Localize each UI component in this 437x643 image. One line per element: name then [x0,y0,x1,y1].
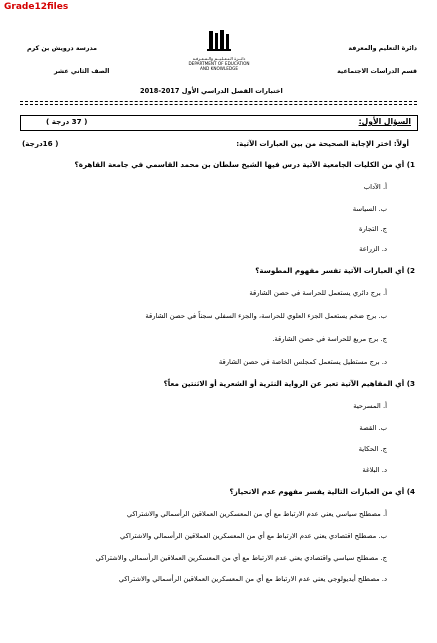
department-name: دائرة التعليم والمعرفة [348,45,417,52]
section-department: قسم الدراسات الاجتماعية [337,68,417,75]
q4-option-c: ج. مصطلح سياسي واقتصادي يعني عدم الارتباط مع أي من المعسكرين العملاقين الرأسمالي والاشتراكي [95,554,387,562]
exam-title: اختبارات الفصل الدراسي الأول 2017-2018 [140,87,283,95]
part-one-instruction: أولاً: اختر الإجابة الصحيحة من بين العبارات الآتية: [236,139,409,148]
department-logo [186,30,252,80]
question-text: أي من الكليات الجامعية الآتية درس فيها الشيخ سلطان بن محمد القاسمي في جامعة القاهرة؟ [74,160,405,169]
logo-english-line2: AND KNOWLEDGE [200,66,238,71]
q1-option-b: ب. السياسة [352,205,387,213]
question-number: 3) [406,379,415,388]
emblem-icon [186,30,252,52]
question-number: 2) [406,266,415,275]
q1-option-d: د. الزراعة [359,245,387,253]
q1-option-c: ج. التجارة [358,225,387,233]
section-marks: ( 37 درجة ) [46,117,88,126]
question-text: أي من العبارات التالية يفسر مفهوم عدم الانحياز؟ [229,487,405,496]
q1-option-a: أ. الآداب [363,183,387,191]
q4-option-a: أ. مصطلح سياسي يعني عدم الارتباط مع أي من المعسكرين العملاقين الرأسمالي والاشتراكي [126,510,387,518]
q2-option-b: ب. برج ضخم يستعمل الجزء العلوي للحراسة، والجزء السفلي سجناً في حصن الشارقة [145,312,387,320]
question-number: 4) [406,487,415,496]
logo-english-line1: DEPARTMENT OF EDUCATION [188,61,250,66]
q3-option-b: ب. القصة [359,424,387,432]
question-4 [229,487,415,496]
question-text: أي المفاهيم الآتية تعبر عن الرواية النثرية أو الشعرية أو الاثنتين معاً؟ [163,379,405,388]
question-3 [164,379,415,388]
divider-top [20,101,417,102]
q2-option-c: ج. برج مربع للحراسة في حصن الشارقة. [272,335,387,343]
question-text: أي العبارات الآتية تفسر مفهوم المطوسة؟ [255,266,405,275]
q3-option-c: ج. الحكاية [358,445,387,453]
question-number: 1) [406,160,415,169]
q4-option-b: ب. مصطلح اقتصادي يعني عدم الارتباط مع أي من المعسكرين العملاقين الرأسمالي والاشتراكي [120,532,387,540]
logo-arabic-text: دائــرة الـتـعـلـيــم والـمـعـرفـة [192,56,246,61]
grade-label: الصف الثاني عشر [54,68,110,75]
q2-option-d: د. برج مستطيل يستعمل كمجلس الخاصة في حصن الشارقة [218,358,387,366]
q2-option-a: أ. برج دائري يستعمل للحراسة في حصن الشارقة [249,289,387,297]
question-1 [75,160,415,169]
watermark-label: Grade12files [4,2,69,12]
section-title: السؤال الأول: [358,117,411,126]
part-one-marks: ( 16درجة) [22,139,59,148]
q3-option-d: د. البلاغة [362,466,387,474]
q4-option-d: د. مصطلح أيديولوجي يعني عدم الارتباط مع أي من المعسكرين العملاقين الرأسمالي والاشتراكي [118,575,387,583]
school-name: مدرسة درويش بن كرم [27,45,98,52]
question-2 [255,266,415,275]
divider-bottom [20,104,417,105]
q3-option-a: أ. المسرحية [353,402,387,410]
